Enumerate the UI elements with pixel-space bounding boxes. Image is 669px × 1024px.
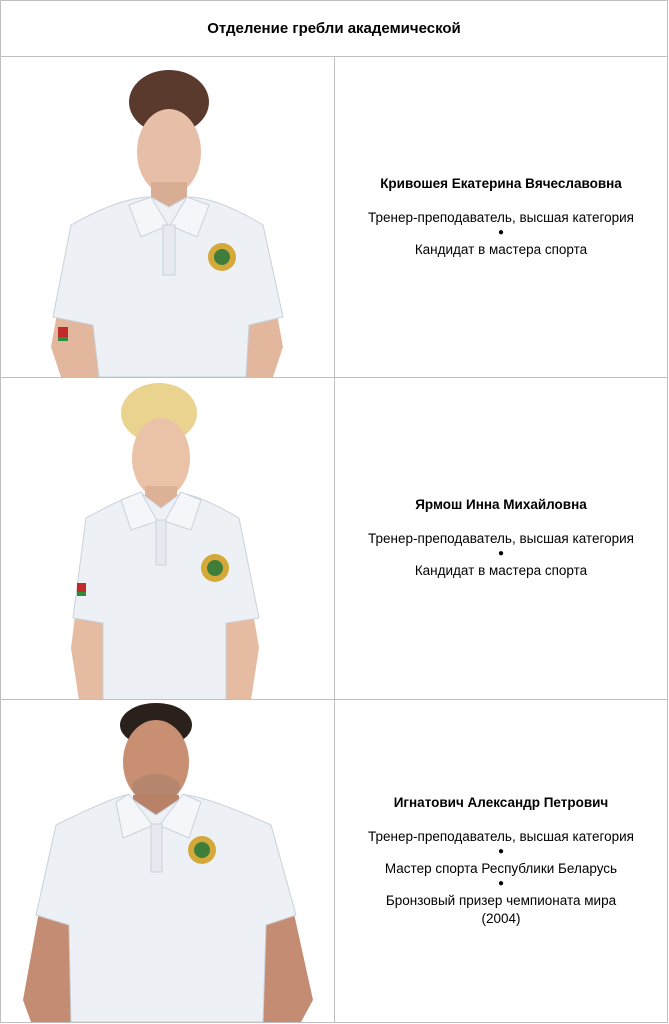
coach-photo <box>1 378 335 699</box>
coach-photo <box>1 700 335 1022</box>
page-title: Отделение гребли академической <box>207 20 461 37</box>
coach-info <box>335 700 667 1022</box>
coach-rank: Мастер спорта Республики Беларусь <box>384 860 618 876</box>
coach-name: Игнатович Александр Петрович <box>393 794 609 810</box>
bullet: ● <box>497 845 505 857</box>
coach-category: Тренер-преподаватель, высшая категория <box>368 209 634 225</box>
coach-category: Тренер-преподаватель, высшая категория <box>368 531 634 546</box>
coach-award-year: (2004) <box>481 910 521 926</box>
bullet: ● <box>497 226 505 238</box>
table-row <box>1 378 667 700</box>
coach-rank: Кандидат в мастера спорта <box>414 563 588 578</box>
bullet: ● <box>497 548 505 559</box>
table-header <box>1 1 667 57</box>
coach-name: Ярмош Инна Михайловна <box>415 497 587 512</box>
coach-info <box>335 57 667 377</box>
coach-category: Тренер-преподаватель, высшая категория <box>368 828 634 844</box>
table-row <box>1 57 667 378</box>
table-row <box>1 700 667 1022</box>
coach-photo <box>1 57 335 377</box>
coach-name: Кривошея Екатерина Вячеславовна <box>380 175 622 191</box>
coach-rank: Кандидат в мастера спорта <box>414 241 588 257</box>
bullet: ● <box>497 877 505 889</box>
coach-award: Бронзовый призер чемпионата мира <box>385 892 617 908</box>
coach-info <box>335 378 667 699</box>
